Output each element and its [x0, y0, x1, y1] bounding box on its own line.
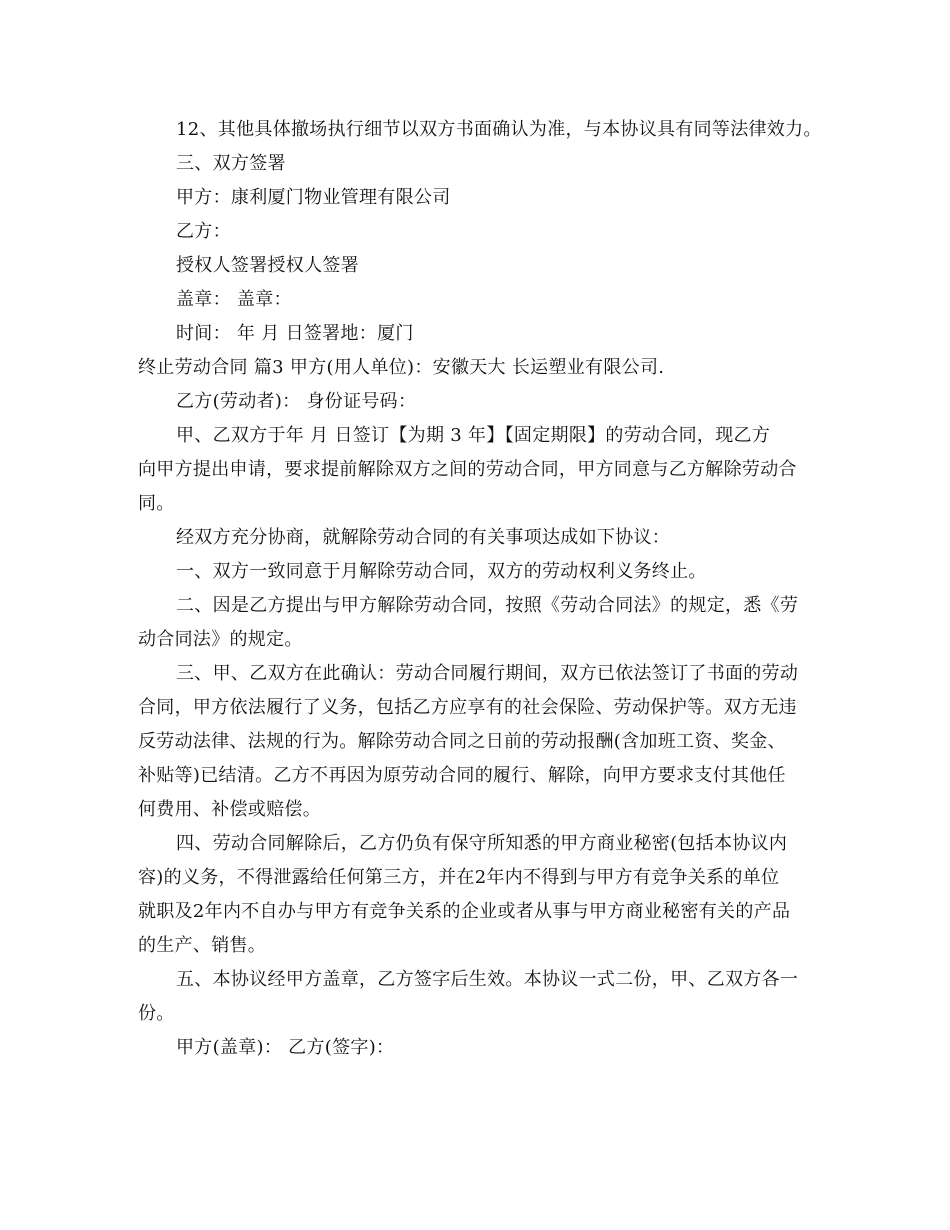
date-place-line: 时间： 年 月 日签署地：厦门	[176, 323, 414, 344]
paragraph-line: 甲、乙双方于年 月 日签订【为期 3 年】【固定期限】的劳动合同，现乙方	[176, 425, 771, 446]
authorized-signature-line: 授权人签署授权人签署	[176, 255, 359, 276]
employee-line: 乙方(劳动者)： 身份证号码：	[176, 391, 417, 412]
clause-12-line: 12、其他具体撤场执行细节以双方书面确认为准，与本协议具有同等法律效力。	[176, 119, 822, 140]
paragraph-line: 同。	[138, 493, 175, 514]
clause-3-line: 补贴等)已结清。乙方不再因为原劳动合同的履行、解除，向甲方要求支付其他任	[138, 765, 786, 786]
clause-4-line: 四、劳动合同解除后，乙方仍负有保守所知悉的甲方商业秘密(包括本协议内	[176, 833, 788, 854]
clause-5-line: 份。	[138, 1003, 175, 1024]
seal-line: 盖章： 盖章：	[176, 289, 292, 310]
clause-4-line: 容)的义务，不得泄露给任何第三方，并在2年内不得到与甲方有竞争关系的单位	[138, 867, 780, 888]
clause-1-line: 一、双方一致同意于月解除劳动合同，双方的劳动权利义务终止。	[176, 561, 707, 582]
party-a-line: 甲方：康利厦门物业管理有限公司	[176, 187, 451, 208]
final-signature-line: 甲方(盖章)： 乙方(签字)：	[176, 1037, 395, 1058]
clause-3-line: 反劳动法律、法规的行为。解除劳动合同之日前的劳动报酬(含加班工资、奖金、	[138, 731, 786, 752]
party-b-line: 乙方：	[176, 221, 231, 242]
clause-2-line: 动合同法》的规定。	[138, 629, 303, 650]
paragraph-line: 向甲方提出申请，要求提前解除双方之间的劳动合同，甲方同意与乙方解除劳动合	[138, 459, 797, 480]
clause-3-line: 合同，甲方依法履行了义务，包括乙方应享有的社会保险、劳动保护等。双方无违	[138, 697, 797, 718]
clause-4-line: 就职及2年内不自办与甲方有竞争关系的企业或者从事与甲方商业秘密有关的产品	[138, 901, 791, 922]
contract-title-line: 终止劳动合同 篇3 甲方(用人单位)：安徽天大 长运塑业有限公司.	[138, 357, 665, 378]
clause-2-line: 二、因是乙方提出与甲方解除劳动合同，按照《劳动合同法》的规定，悉《劳	[176, 595, 799, 616]
section-heading-signatures: 三、双方签署	[176, 153, 286, 174]
clause-5-line: 五、本协议经甲方盖章，乙方签字后生效。本协议一式二份，甲、乙双方各一	[176, 969, 799, 990]
paragraph-line: 经双方充分协商，就解除劳动合同的有关事项达成如下协议：	[176, 527, 671, 548]
clause-4-line: 的生产、销售。	[138, 935, 267, 956]
clause-3-line: 三、甲、乙双方在此确认：劳动合同履行期间，双方已依法签订了书面的劳动	[176, 663, 799, 684]
clause-3-line: 何费用、补偿或赔偿。	[138, 799, 321, 820]
